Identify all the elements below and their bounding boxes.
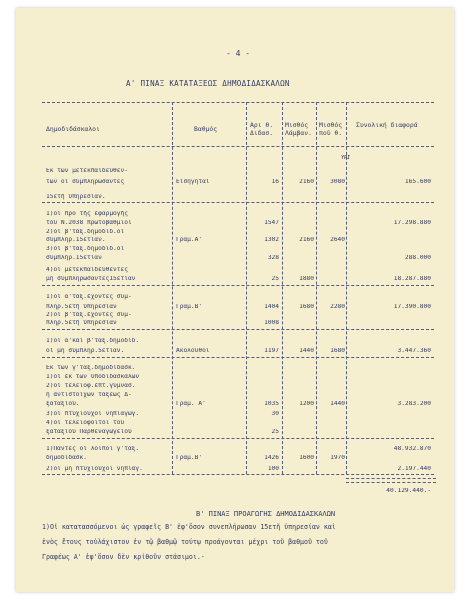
table-cell-teachers: 2)οἱ β'τάξ.δημοδιδ.οἱ <box>46 229 125 235</box>
table-cell-teachers: 2)οἱ μὴ πτυχιοῦχοι νηπιαγ. <box>46 466 143 472</box>
page-number: - 4 - <box>226 49 251 58</box>
table-cell-total: 2.197.440 <box>397 466 431 472</box>
table-cell-total: 48.932.870 <box>393 446 431 452</box>
header-grade: Βαθμός <box>194 125 218 133</box>
group-rule-4 <box>42 357 434 358</box>
table-cell-teachers: ἢ ἀντιστοίχων τάξεως Δ- <box>46 392 132 398</box>
group-rule-2 <box>42 285 434 286</box>
table-cell-salary-new: 3080 <box>330 179 345 185</box>
table-cell-salary: 1880 <box>299 276 314 282</box>
table-cell-teachers: ξαταξίου. <box>46 401 80 407</box>
section-a-title: Α' ΠΙΝΑΞ ΚΑΤΑΤΑΞΕΩΣ ΔΗΜΟΔΙΔΑΣΚΑΛΩΝ <box>126 79 290 88</box>
paragraph-line-3: Γραφέως Α' ἐφ'ὅσον δὲν κρίθοῦν στάσιμοι.- <box>42 553 205 561</box>
table-cell-teachers: 1)οἱ ἐκ τῶν ὑποδιδασκάλων <box>46 374 140 380</box>
table-cell-total: 288.000 <box>404 255 431 261</box>
table-cell-count: 30 <box>271 411 279 417</box>
table-cell-teachers: Ἐκ τῶν γ'τάξ.δημοδιδασκ. <box>46 365 136 371</box>
table-cell-salary-new: 1440 <box>330 401 345 407</box>
table-cell-total: 3.447.360 <box>397 348 431 354</box>
table-cell-teachers: δημοδιδασκ. <box>46 455 87 461</box>
paragraph-line-1: 1)Οἱ κατατασσόμενοι ὡς γραφεῖς Β' ἐφ'ὅσον συνεπλήρωσαν 15ετῆ ὑπηρεσίαν καὶ <box>42 523 336 531</box>
table-cell-salary: 1680 <box>299 304 314 310</box>
table-cell-teachers: 1)οἱ πρὸ τῆς ἐφαρμογῆς <box>46 211 128 217</box>
table-cell-teachers: 3)οἱ β'τάξ.δημοδιδ.οἱ <box>46 246 125 252</box>
table-cell-count: 25 <box>271 429 279 435</box>
table-cell-count: 1426 <box>264 455 279 461</box>
table-cell-teachers: 1)οἱ α'τάξ.ἔχοντες συμ- <box>46 294 132 300</box>
table-cell-teachers: συμπλήρ.15ετίαν <box>46 255 102 261</box>
table-cell-count: 1035 <box>264 401 279 407</box>
table-cell-salary: 2160 <box>299 179 314 185</box>
table-cell-count: 1197 <box>264 348 279 354</box>
table-cell-salary: 1600 <box>299 455 314 461</box>
document-page <box>16 8 454 592</box>
table-cell-teachers: 1)Πάντες οἱ λοιποὶ γ'τάξ. <box>46 446 140 452</box>
group-rule-5 <box>42 438 434 439</box>
table-cell-teachers: οἱ μὴ συμπληρ.5ετίαν. <box>46 348 125 354</box>
table-cell-grade: Γραμ. Α' <box>176 401 206 407</box>
table-cell-teachers: πληρ.5ετῆ ὑπηρεσίαν <box>46 304 117 310</box>
header-count: Αρι θ. Διδασ. <box>250 121 274 138</box>
col-separator-1 <box>172 102 173 474</box>
col-separator-3 <box>282 102 283 474</box>
table-cell-salary: 1440 <box>299 348 314 354</box>
table-cell-teachers: Ἐκ τῶν μετεκπαιδευθέν- <box>46 168 128 174</box>
table-cell-teachers: πληρ.5ετῆ ὑπηρεσίαν <box>46 320 117 326</box>
table-cell-teachers: 3)οἱ πτυχιοῦχοι νηπιαγωγ. <box>46 411 140 417</box>
table-cell-total: 40.129.440.- <box>386 488 431 494</box>
table-cell-salary: 1200 <box>299 401 314 407</box>
section-b-title: Β' ΠΙΝΑΞ ΠΡΟΑΓΩΓΗΣ ΔΗΜΟΔΙΔΑΣΚΑΛΩΝ <box>196 510 336 518</box>
table-cell-teachers: 4)οἱ τελειόφοιτοι τοῦ <box>46 420 125 426</box>
table-top-rule <box>42 102 434 103</box>
table-cell-count: 16 <box>271 179 279 185</box>
table-cell-grade: Γραμ.Α' <box>176 237 203 243</box>
table-cell-teachers: 2)οἱ β'τάξ.ἔχοντες συμ- <box>46 312 132 318</box>
table-cell-count: 328 <box>267 255 279 261</box>
group-rule-3 <box>42 329 434 330</box>
group-rule-1 <box>42 202 434 203</box>
table-cell-total: 3.283.200 <box>397 401 431 407</box>
table-cell-count: 1404 <box>264 304 279 310</box>
table-cell-total: 18.287.880 <box>393 276 431 282</box>
table-cell-total: 17.390.800 <box>393 304 431 310</box>
table-cell-grade: Γραμ.Β' <box>176 304 203 310</box>
header-salary: Μισθός Λάμβαν. <box>285 121 312 138</box>
table-cell-salary-new: 2640 <box>330 237 345 243</box>
table-cell-count: 25 <box>271 276 279 282</box>
table-cell-count: 1008 <box>264 320 279 326</box>
table-cell-salary: 2160 <box>299 237 314 243</box>
total-rule-2 <box>346 482 436 483</box>
table-cell-count: 100 <box>267 466 279 472</box>
table-cell-grade: Γραμ.Β' <box>176 455 203 461</box>
table-cell-total: 165.600 <box>404 179 431 185</box>
table-cell-grade: Ἀκόλουθοι <box>176 348 210 354</box>
table-cell-teachers: 2)οἱ τελειόφ.ἑπτ.γυμνασ. <box>46 383 136 389</box>
table-cell-teachers: 15ετῆ ὑπηρεσίαν. <box>46 194 106 200</box>
table-cell-teachers: τοῦ Ν.2038 πρωτοβάθμιοι <box>46 220 132 226</box>
col-separator-4 <box>316 102 317 474</box>
paragraph-line-2: ἑνὸς ἔτους τοὐλάχιστον ἐν τῷ βαθμῷ τούτῳ προάγονται μέχρι τοῦ βαθμοῦ τοῦ <box>42 538 328 546</box>
col-separator-2 <box>246 102 247 474</box>
header-teachers: Δημοδιδάσκαλοι <box>46 125 100 133</box>
header-salary-new: Μισθός ποῦ θ. <box>319 121 343 138</box>
table-cell-teachers: συμπλήρ.15ετίαν. <box>46 237 106 243</box>
handwritten-note: ΥΡΙ <box>341 155 351 161</box>
table-cell-teachers: μὴ συμπληρώσαντες15ετίαν <box>46 276 136 282</box>
group-rule-6 <box>42 474 434 475</box>
header-total: Συνολική διαφορά <box>356 121 418 129</box>
table-cell-count: 1302 <box>264 237 279 243</box>
table-cell-teachers: 4)οἱ μετεκπαιδευθέντες <box>46 267 128 273</box>
table-cell-total: 17.298.880 <box>393 220 431 226</box>
table-cell-salary-new: 1970 <box>330 455 345 461</box>
header-bottom-rule <box>42 146 434 147</box>
total-rule-1 <box>346 478 436 479</box>
table-cell-salary-new: 2280 <box>330 304 345 310</box>
table-cell-grade: Εἰσηγηταί <box>176 179 210 185</box>
table-cell-teachers: 1)οἱ α'καὶ β'τάξ.δημοδιδ. <box>46 338 140 344</box>
table-cell-count: 1547 <box>264 220 279 226</box>
table-cell-teachers: ξαταξίου Παρθεναγωγείου <box>46 429 132 435</box>
table-cell-teachers: των οἱ συμπληρώσαντες <box>46 179 125 185</box>
table-cell-salary-new: 1680 <box>330 348 345 354</box>
